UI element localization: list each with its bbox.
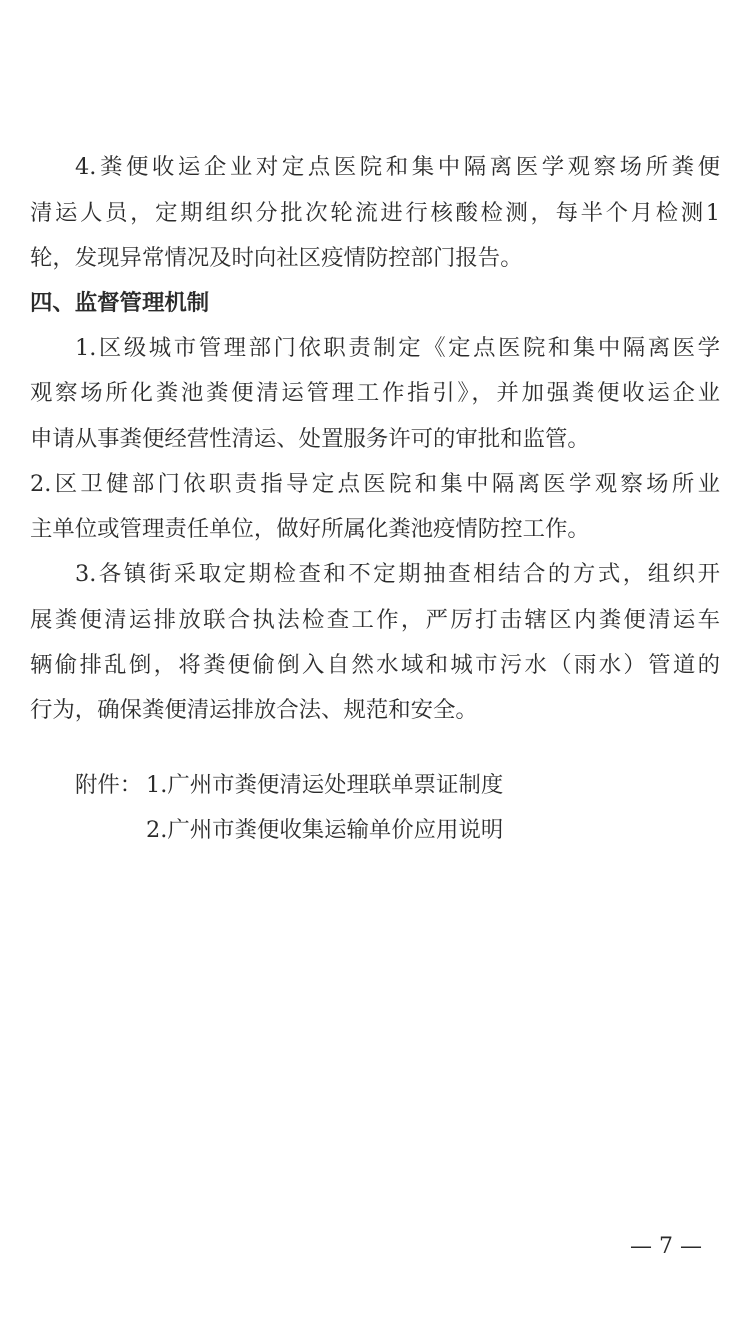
paragraph-line: 行为，确保粪便清运排放合法、规范和安全。 bbox=[30, 697, 478, 723]
paragraph-line: 主单位或管理责任单位，做好所属化粪池疫情防控工作。 bbox=[30, 516, 590, 542]
paragraph-line: 4.粪便收运企业对定点医院和集中隔离医学观察场所粪便 bbox=[75, 154, 720, 180]
paragraph-line: 2.区卫健部门依职责指导定点医院和集中隔离医学观察场所业 bbox=[30, 471, 720, 497]
paragraph-line: 1.区级城市管理部门依职责制定《定点医院和集中隔离医学 bbox=[75, 335, 720, 361]
paragraph-line: 辆偷排乱倒，将粪便偷倒入自然水域和城市污水（雨水）管道的 bbox=[30, 652, 720, 678]
attachment-item: 2.广州市粪便收集运输单价应用说明 bbox=[146, 817, 504, 843]
paragraph-line: 清运人员，定期组织分批次轮流进行核酸检测，每半个月检测1 bbox=[30, 200, 720, 226]
paragraph-line: 申请从事粪便经营性清运、处置服务许可的审批和监管。 bbox=[30, 426, 590, 452]
paragraph-line: 观察场所化粪池粪便清运管理工作指引》，并加强粪便收运企业 bbox=[30, 380, 720, 406]
attachment-item: 1.广州市粪便清运处理联单票证制度 bbox=[146, 772, 504, 798]
paragraph-line: 轮，发现异常情况及时向社区疫情防控部门报告。 bbox=[30, 245, 523, 271]
paragraph-line: 3.各镇街采取定期检查和不定期抽查相结合的方式，组织开 bbox=[75, 561, 720, 587]
section-heading: 四、监督管理机制 bbox=[30, 290, 210, 316]
page-number: — 7 — bbox=[630, 1234, 702, 1259]
attachment-label: 附件： bbox=[75, 772, 143, 798]
paragraph-line: 展粪便清运排放联合执法检查工作，严厉打击辖区内粪便清运车 bbox=[30, 607, 720, 633]
